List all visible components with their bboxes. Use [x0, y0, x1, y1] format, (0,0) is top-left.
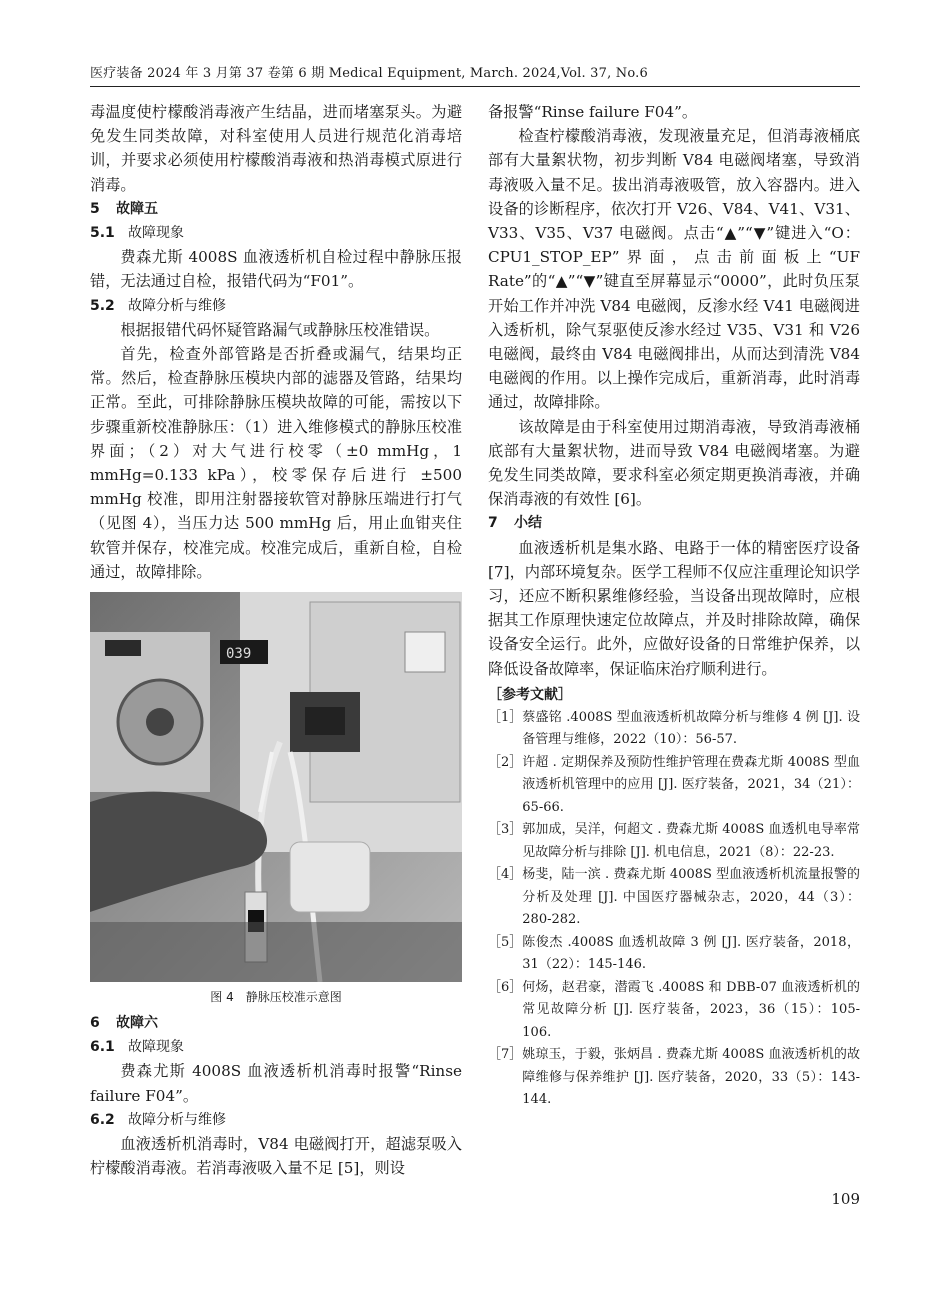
reference-text: 杨斐，陆一滨 . 费森尤斯 4008S 型血液透析机流量报警的分析及处理 [J]. 中国医疗器械杂志，2020，44（3）：280-282.: [522, 867, 860, 928]
paragraph-6-2-c: 该故障是由于科室使用过期消毒液，导致消毒液桶底部有大量絮状物，进而导致 V84 电磁阀堵塞。为避免发生同类故障，要求科室必须定期更换消毒液，并确保消毒液的有效性 [6]。: [488, 417, 860, 509]
reference-text: 郭加成，吴洋，何超文 . 费森尤斯 4008S 血透机电导率常见故障分析与排除 [J]. 机电信息，2021（8）：22-23.: [522, 822, 860, 860]
section-6-2-heading: [90, 1108, 462, 1132]
section-number: 6.1: [90, 1039, 115, 1056]
reference-list: [488, 707, 860, 1112]
paragraph-5-1: 费森尤斯 4008S 血液透析机自检过程中静脉压报错，无法通过自检，报错代码为“F01”。: [90, 248, 462, 291]
running-header: 医疗装备 2024 年 3 月第 37 卷第 6 期 Medical Equipment, March. 2024,Vol. 37, No.6: [90, 66, 648, 81]
right-column: [488, 100, 860, 1112]
section-title: 小结: [514, 515, 542, 532]
paragraph-6-2: 血液透析机消毒时，V84 电磁阀打开，超滤泵吸入柠檬酸消毒液。若消毒液吸入量不足 [5]，则设: [90, 1135, 462, 1178]
paragraph-6-1: 费森尤斯 4008S 血液透析机消毒时报警“Rinse failure F04”。: [90, 1062, 462, 1105]
reference-item: [488, 977, 860, 1045]
paragraph-6-2-b: 检查柠檬酸消毒液，发现液量充足，但消毒液桶底部有大量絮状物，初步判断 V84 电磁阀堵塞，导致消毒液吸入量不足。拔出消毒液吸管，放入容器内。进入设备的诊断程序，依次打开 V26、V84、V41、V31、V33、V35、V37 电磁阀。点击“▲”“▼”键进入“O：CPU1_STOP_EP”界面，点击前面板上“UF Rate”的“▲”“▼”键直至屏幕显示“0000”，此时负压泵开始工作并冲洗 V84 电磁阀，反渗水经 V41 电磁阀进入透析机，除气泵驱使反渗水经过 V35、V31 和 V26 电磁阀，最终由 V84 电磁阀排出，从而达到清洗 V84 电磁阀的作用。以上操作完成后，重新消毒，此时消毒通过，故障排除。: [488, 127, 860, 412]
reference-item: [488, 707, 860, 752]
reference-item: [488, 932, 860, 977]
section-title: 故障五: [116, 200, 158, 217]
section-title: 故障六: [116, 1015, 158, 1032]
reference-text: 何炀，赵君豪，潜霞飞 .4008S 和 DBB-07 血液透析机的常见故障分析 [J]. 医疗装备，2023，36（15）：105-106.: [522, 979, 860, 1040]
reference-number: ［5］: [488, 934, 523, 950]
left-column: [90, 100, 462, 1180]
section-6-heading: [90, 1011, 462, 1035]
section-title: 故障分析与维修: [128, 1111, 226, 1128]
section-6-1-heading: [90, 1035, 462, 1059]
reference-number: ［3］: [488, 822, 523, 838]
paragraph-5-2-a: 根据报错代码怀疑管路漏气或静脉压校准错误。: [120, 320, 440, 339]
section-number: 5.2: [90, 297, 115, 314]
reference-text: 蔡盛铭 .4008S 型血液透析机故障分析与维修 4 例 [J]. 设备管理与维修，2022（10）：56-57.: [522, 709, 860, 748]
paragraph-intro: 毒温度使柠檬酸消毒液产生结晶，进而堵塞泵头。为避免发生同类故障，对科室使用人员进行规范化消毒培训，并要求必须使用柠檬酸消毒液和热消毒模式原进行消毒。: [90, 103, 462, 194]
section-title: 故障现象: [128, 225, 184, 242]
reference-text: 姚琼玉，于毅，张炳昌 . 费森尤斯 4008S 血液透析机的故障维修与保养维护 [J]. 医疗装备，2020，33（5）：143-144.: [522, 1047, 860, 1108]
reference-item: [488, 752, 860, 820]
reference-item: [488, 819, 860, 864]
page-number: 109: [831, 1190, 860, 1208]
reference-number: ［7］: [488, 1047, 523, 1063]
machine-display-readout: 039: [226, 646, 252, 663]
section-title: 故障分析与维修: [128, 297, 226, 314]
figure-caption: 图 4 静脉压校准示意图: [210, 990, 342, 1005]
figure-4-photo: [90, 592, 462, 982]
reference-number: ［6］: [488, 979, 523, 995]
reference-text: 陈俊杰 .4008S 血透机故障 3 例 [J]. 医疗装备，2018，31（22）：145-146.: [522, 934, 860, 973]
section-number: 5.1: [90, 225, 115, 242]
section-5-1-heading: [90, 221, 462, 245]
reference-item: [488, 864, 860, 932]
reference-number: ［1］: [488, 709, 523, 725]
paragraph-continued: 备报警“Rinse failure F04”。: [488, 103, 698, 121]
section-number: 7: [488, 515, 498, 532]
references-heading: ［参考文献］: [488, 686, 572, 703]
section-number: 6: [90, 1015, 100, 1032]
reference-text: 许超 . 定期保养及预防性维护管理在费森尤斯 4008S 型血液透析机管理中的应用 [J]. 医疗装备，2021，34（21）：65-66.: [522, 754, 860, 815]
section-title: 故障现象: [128, 1039, 184, 1056]
section-5-heading: [90, 197, 462, 221]
header-rule: [90, 86, 860, 87]
reference-item: [488, 1044, 860, 1112]
reference-number: ［4］: [488, 867, 523, 883]
paragraph-5-2-b: 首先，检查外部管路是否折叠或漏气，结果均正常。然后，检查静脉压模块内部的滤器及管路，结果均正常。至此，可排除静脉压模块故障的可能，需按以下步骤重新校准静脉压：（1）进入维修模式的静脉压校准界面；（2）对大气进行校零（±0 mmHg，1 mmHg=0.133 kPa），校零保存后进行 ±500 mmHg 校准，即用注射器接软管对静脉压端进行打气（见图 4），当压力达 500 mmHg 后，用止血钳夹住软管并保存，校准完成。校准完成后，重新自检，自检通过，故障排除。: [90, 345, 462, 581]
section-7-heading: [488, 511, 860, 535]
section-number: 6.2: [90, 1111, 115, 1128]
section-number: 5: [90, 200, 100, 217]
paragraph-7: 血液透析机是集水路、电路于一体的精密医疗设备 [7]，内部环境复杂。医学工程师不仅应注重理论知识学习，还应不断积累维修经验，当设备出现故障时，应根据其工作原理快速定位故障点，并及时排除故障，确保设备安全运行。此外，应做好设备的日常维护保养，以降低设备故障率，保证临床治疗顺利进行。: [488, 538, 860, 678]
reference-number: ［2］: [488, 754, 523, 770]
section-5-2-heading: [90, 294, 462, 318]
venous-pressure-calibration-photo: [90, 592, 462, 982]
